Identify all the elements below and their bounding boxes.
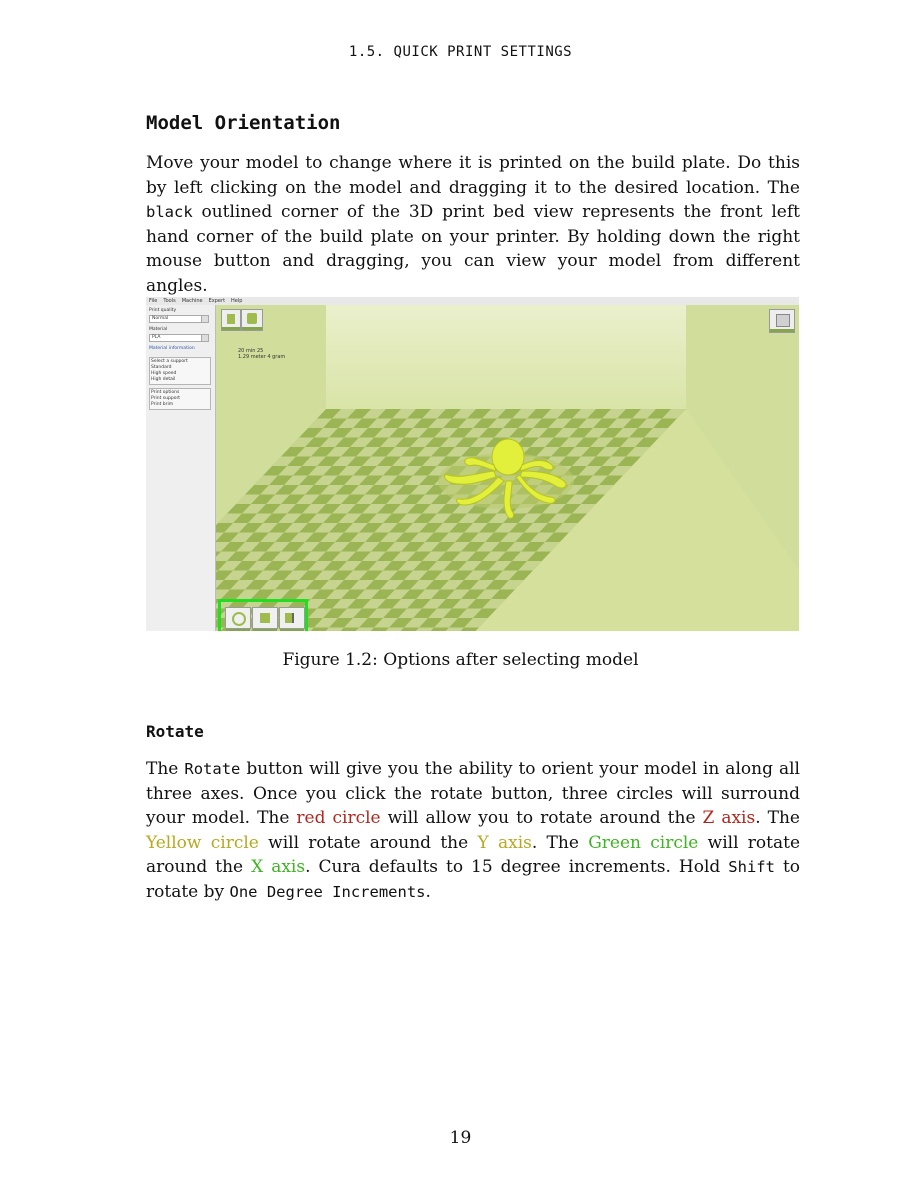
- scale-button[interactable]: [252, 607, 278, 629]
- chevron-down-icon: [201, 335, 208, 341]
- para1-text2: outlined corner of the 3D print bed view represents the front left hand corner of the build plate on your printer. By holding down the right mouse button and dragging, you can view your model from different angles.: [146, 202, 800, 296]
- load-button[interactable]: [221, 309, 241, 331]
- p2-t7: will rotate around the: [146, 832, 801, 878]
- menu-file[interactable]: File: [149, 298, 158, 304]
- print-icon: [247, 313, 257, 324]
- view-mode-button[interactable]: [769, 309, 795, 333]
- paragraph-model-orientation: [146, 151, 800, 299]
- p2-t5: will rotate around the: [258, 832, 478, 853]
- support-option-standard[interactable]: Standard: [151, 365, 172, 370]
- support-group: [149, 357, 211, 385]
- p2-t8: . Cura defaults to 15 degree increments. Hold: [305, 857, 729, 878]
- p2-x-axis: X axis: [251, 857, 306, 878]
- fig-menubar: [146, 297, 799, 305]
- p2-t6: . The: [531, 832, 589, 853]
- menu-help[interactable]: Help: [231, 298, 243, 304]
- p2-t9: to rotate by: [146, 857, 801, 902]
- p2-mono-shift: Shift: [728, 858, 775, 877]
- support-option-high-detail[interactable]: High detail: [151, 377, 176, 382]
- filament-readout: 1.29 meter 4 gram: [238, 354, 286, 360]
- p2-green-circle: Green circle: [588, 832, 699, 853]
- mirror-button[interactable]: [279, 607, 305, 629]
- section-title: Model Orientation: [146, 112, 341, 134]
- material-value: PLA: [152, 335, 161, 340]
- print-button[interactable]: [241, 309, 263, 331]
- view-mode-icon: [776, 314, 790, 327]
- print-quality-label: Print quality: [149, 308, 177, 313]
- option-print-brim[interactable]: Print brim: [151, 402, 174, 407]
- rotate-button[interactable]: [225, 607, 251, 629]
- rotate-icon: [232, 612, 246, 626]
- p2-yellow-circle: Yellow circle: [146, 832, 259, 853]
- menu-machine[interactable]: Machine: [181, 298, 203, 304]
- para1-text: Move your model to change where it is printed on the build plate. Do this by left clicking on the model and dragging it to the desired location. The: [146, 153, 800, 198]
- material-select[interactable]: [149, 334, 209, 342]
- 3d-viewport[interactable]: [216, 305, 799, 631]
- back-wall: [326, 305, 686, 409]
- menu-expert[interactable]: Expert: [208, 298, 226, 304]
- figure-caption: Figure 1.2: Options after selecting model: [282, 650, 639, 670]
- p2-red-circle: red circle: [296, 808, 381, 829]
- cura-screenshot-figure: [146, 297, 799, 631]
- print-time-readout: 20 min 25: [238, 348, 264, 354]
- options-group: [149, 388, 211, 410]
- subsection-title: Rotate: [146, 722, 204, 741]
- scale-icon: [260, 613, 270, 623]
- model-tool-buttons: [218, 599, 308, 631]
- p2-t10: .: [425, 881, 431, 902]
- load-icon: [227, 314, 235, 324]
- p2-t3: will allow you to rotate around the: [380, 808, 703, 829]
- running-header: 1.5. QUICK PRINT SETTINGS: [348, 44, 573, 60]
- support-label: Select a support: [151, 359, 188, 364]
- print-bed-scene[interactable]: [216, 305, 799, 631]
- options-label: Print options: [151, 390, 180, 395]
- paragraph-rotate: [146, 757, 800, 905]
- support-option-high-speed[interactable]: High speed: [151, 371, 177, 376]
- chevron-down-icon: [201, 316, 208, 322]
- material-label: Material: [149, 327, 168, 332]
- p2-mono-one-degree: One Degree Increments: [229, 882, 426, 901]
- p2-z-axis: Z axis: [702, 808, 756, 829]
- menu-tools[interactable]: Tools: [163, 298, 176, 304]
- settings-panel: [146, 305, 216, 631]
- option-print-support[interactable]: Print support: [151, 396, 181, 401]
- print-quality-value: Normal: [152, 316, 169, 321]
- p2-y-axis: Y axis: [477, 832, 532, 853]
- page-number: 19: [449, 1128, 472, 1148]
- para1-mono-black: black: [146, 203, 193, 222]
- p2-t1: The: [146, 759, 185, 779]
- print-quality-select[interactable]: [149, 315, 209, 323]
- p2-t4: . The: [755, 808, 800, 829]
- p2-t2: button will give you the ability to orient your model in along all three axes. Once you click the rotate button, three circles will surround your model. The: [146, 759, 800, 829]
- p2-mono-rotate: Rotate: [184, 760, 241, 778]
- material-info-link[interactable]: Material information: [149, 346, 195, 351]
- mirror-icon: [285, 613, 294, 623]
